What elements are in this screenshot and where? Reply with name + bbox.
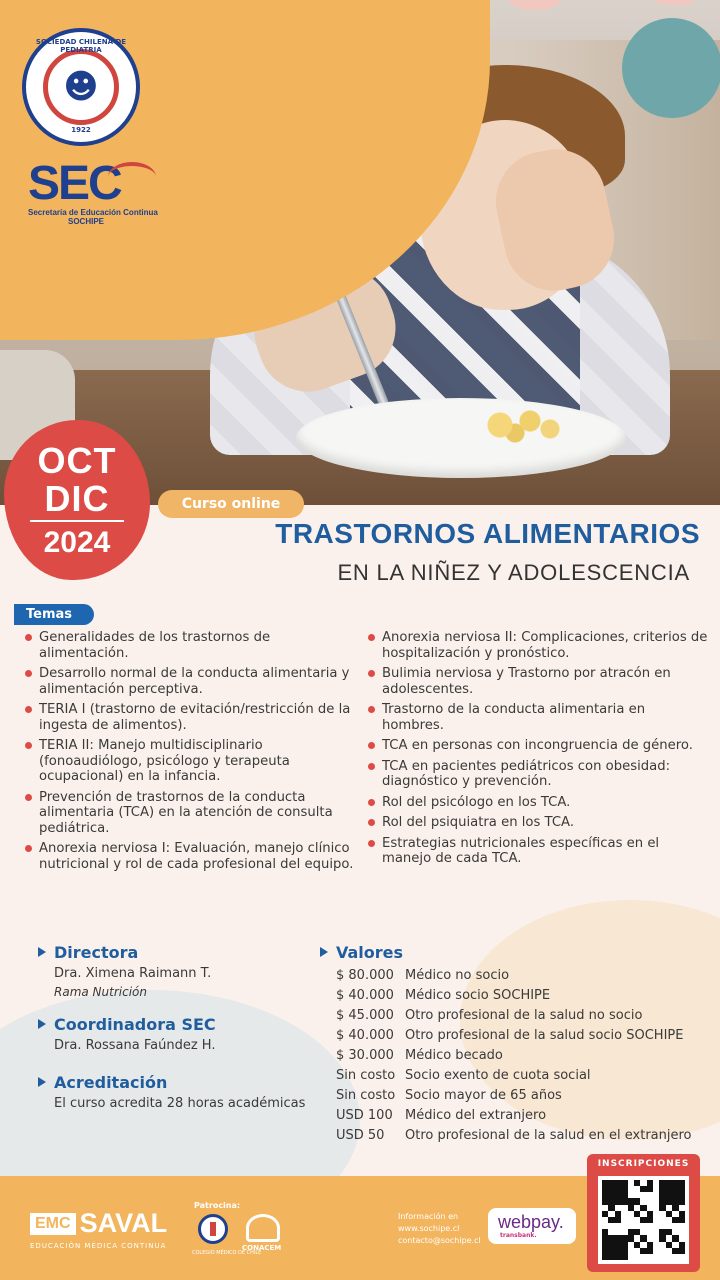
topic-item: Rol del psiquiatra en los TCA. [368, 815, 708, 831]
triangle-icon [38, 1019, 46, 1029]
date-badge [4, 420, 150, 580]
price-row: Sin costo Socio mayor de 65 años [336, 1088, 562, 1103]
topic-item: Desarrollo normal de la conducta alimentaria y alimentación perceptiva. [25, 666, 355, 697]
sec-logo [28, 157, 158, 226]
course-title: TRASTORNOS ALIMENTARIOS [275, 518, 700, 549]
price-row: USD 50 Otro profesional de la salud en el extranjero [336, 1128, 692, 1143]
emc-saval-logo [30, 1208, 167, 1239]
price-row: $ 40.000 Otro profesional de la salud socio SOCHIPE [336, 1028, 684, 1043]
bullet-icon [368, 763, 375, 770]
bullet-icon [25, 706, 32, 713]
bullet-icon [368, 840, 375, 847]
price-row: $ 30.000 Médico becado [336, 1048, 503, 1063]
topics-label: Temas [14, 604, 94, 625]
bullet-icon [25, 794, 32, 801]
price-row: USD 100 Médico del extranjero [336, 1108, 547, 1123]
emc-subtitle: EDUCACIÓN MÉDICA CONTINUA [30, 1242, 167, 1250]
contact-info [398, 1211, 481, 1247]
bullet-icon [25, 742, 32, 749]
triangle-icon [38, 1077, 46, 1087]
registration-label: INSCRIPCIONES [597, 1159, 690, 1169]
month-start: OCT [37, 440, 117, 481]
triangle-icon [320, 947, 328, 957]
prices-heading: Valores [320, 943, 403, 962]
sochipe-logo [22, 28, 140, 146]
prices-table [336, 966, 706, 1146]
bullet-icon [368, 799, 375, 806]
topic-item: TCA en personas con incongruencia de género. [368, 738, 708, 754]
saval-label: SAVAL [79, 1208, 168, 1238]
coordinator-name: Dra. Rossana Faúndez H. [54, 1038, 216, 1053]
director-name: Dra. Ximena Raimann T. [54, 966, 212, 981]
sec-title: SEC [28, 157, 121, 210]
topics-list-left [25, 630, 355, 877]
sec-subtitle: Secretaría de Educación Continua [28, 208, 158, 217]
accreditation-heading: Acreditación [38, 1073, 167, 1092]
topic-item: TCA en pacientes pediátricos con obesidad: diagnóstico y prevención. [368, 759, 708, 790]
sponsor-label: Patrocina: [194, 1201, 241, 1210]
conacem-icon [246, 1214, 280, 1242]
topics-list-right [368, 630, 708, 872]
badge-year: 2024 [43, 526, 111, 559]
topic-item: Anorexia nerviosa I: Evaluación, manejo clínico nutricional y rol de cada profesional del equipo. [25, 841, 355, 872]
emc-label: EMC [30, 1213, 76, 1235]
topic-item: Estrategias nutricionales específicas en el manejo de cada TCA. [368, 836, 708, 867]
director-role: Rama Nutrición [54, 985, 147, 999]
colegio-medico-icon [198, 1214, 228, 1244]
bullet-icon [368, 819, 375, 826]
topic-item: Bulimia nerviosa y Trastorno por atracón en adolescentes. [368, 666, 708, 697]
price-row: $ 40.000 Médico socio SOCHIPE [336, 988, 551, 1003]
triangle-icon [38, 947, 46, 957]
sec-org: SOCHIPE [68, 217, 105, 226]
baby-icon: ☻ [63, 67, 99, 107]
course-mode-pill: Curso online [158, 490, 304, 518]
society-name: SOCIEDAD CHILENA DE PEDIATRIA [35, 38, 127, 54]
topic-item: TERIA II: Manejo multidisciplinario (fonoaudiólogo, psicólogo y terapeuta ocupacional) en la infancia. [25, 738, 355, 785]
month-end: DIC [44, 478, 110, 519]
webpay-logo [488, 1208, 576, 1244]
qr-code-icon[interactable] [598, 1176, 689, 1264]
registration-box[interactable] [587, 1154, 700, 1272]
price-row: Sin costo Socio exento de cuota social [336, 1068, 591, 1083]
webpay-label: webpay. [498, 1212, 564, 1232]
badge-divider [30, 520, 124, 522]
bullet-icon [368, 670, 375, 677]
bullet-icon [368, 742, 375, 749]
bullet-icon [25, 670, 32, 677]
price-row: $ 80.000 Médico no socio [336, 968, 510, 983]
bullet-icon [368, 706, 375, 713]
topic-item: TERIA I (trastorno de evitación/restricción de la ingesta de alimentos). [25, 702, 355, 733]
coordinator-heading: Coordinadora SEC [38, 1015, 216, 1034]
course-subtitle: EN LA NIÑEZ Y ADOLESCENCIA [337, 560, 690, 585]
topic-item: Trastorno de la conducta alimentaria en hombres. [368, 702, 708, 733]
info-label: Información en [398, 1212, 459, 1221]
bullet-icon [368, 634, 375, 641]
transbank-label: transbank. [500, 1232, 537, 1239]
topic-item: Prevención de trastornos de la conducta alimentaria (TCA) en la atención de consulta pediátrica. [25, 790, 355, 837]
director-heading: Directora [38, 943, 138, 962]
swoosh-icon [108, 162, 156, 192]
bullet-icon [25, 634, 32, 641]
website-link[interactable]: www.sochipe.cl [398, 1224, 460, 1233]
society-year: 1922 [71, 126, 91, 134]
email-link[interactable]: contacto@sochipe.cl [398, 1236, 481, 1245]
topic-item: Rol del psicólogo en los TCA. [368, 795, 708, 811]
decor-circle [622, 18, 720, 118]
conacem-label: CONACEM [242, 1244, 282, 1252]
price-row: $ 45.000 Otro profesional de la salud no socio [336, 1008, 643, 1023]
topic-item: Anorexia nerviosa II: Complicaciones, criterios de hospitalización y pronóstico. [368, 630, 708, 661]
accreditation-text: El curso acredita 28 horas académicas [54, 1096, 306, 1111]
topic-item: Generalidades de los trastornos de alimentación. [25, 630, 355, 661]
bullet-icon [25, 845, 32, 852]
colegio-medico-label: COLEGIO MÉDICO DE CHILE [192, 1250, 262, 1256]
